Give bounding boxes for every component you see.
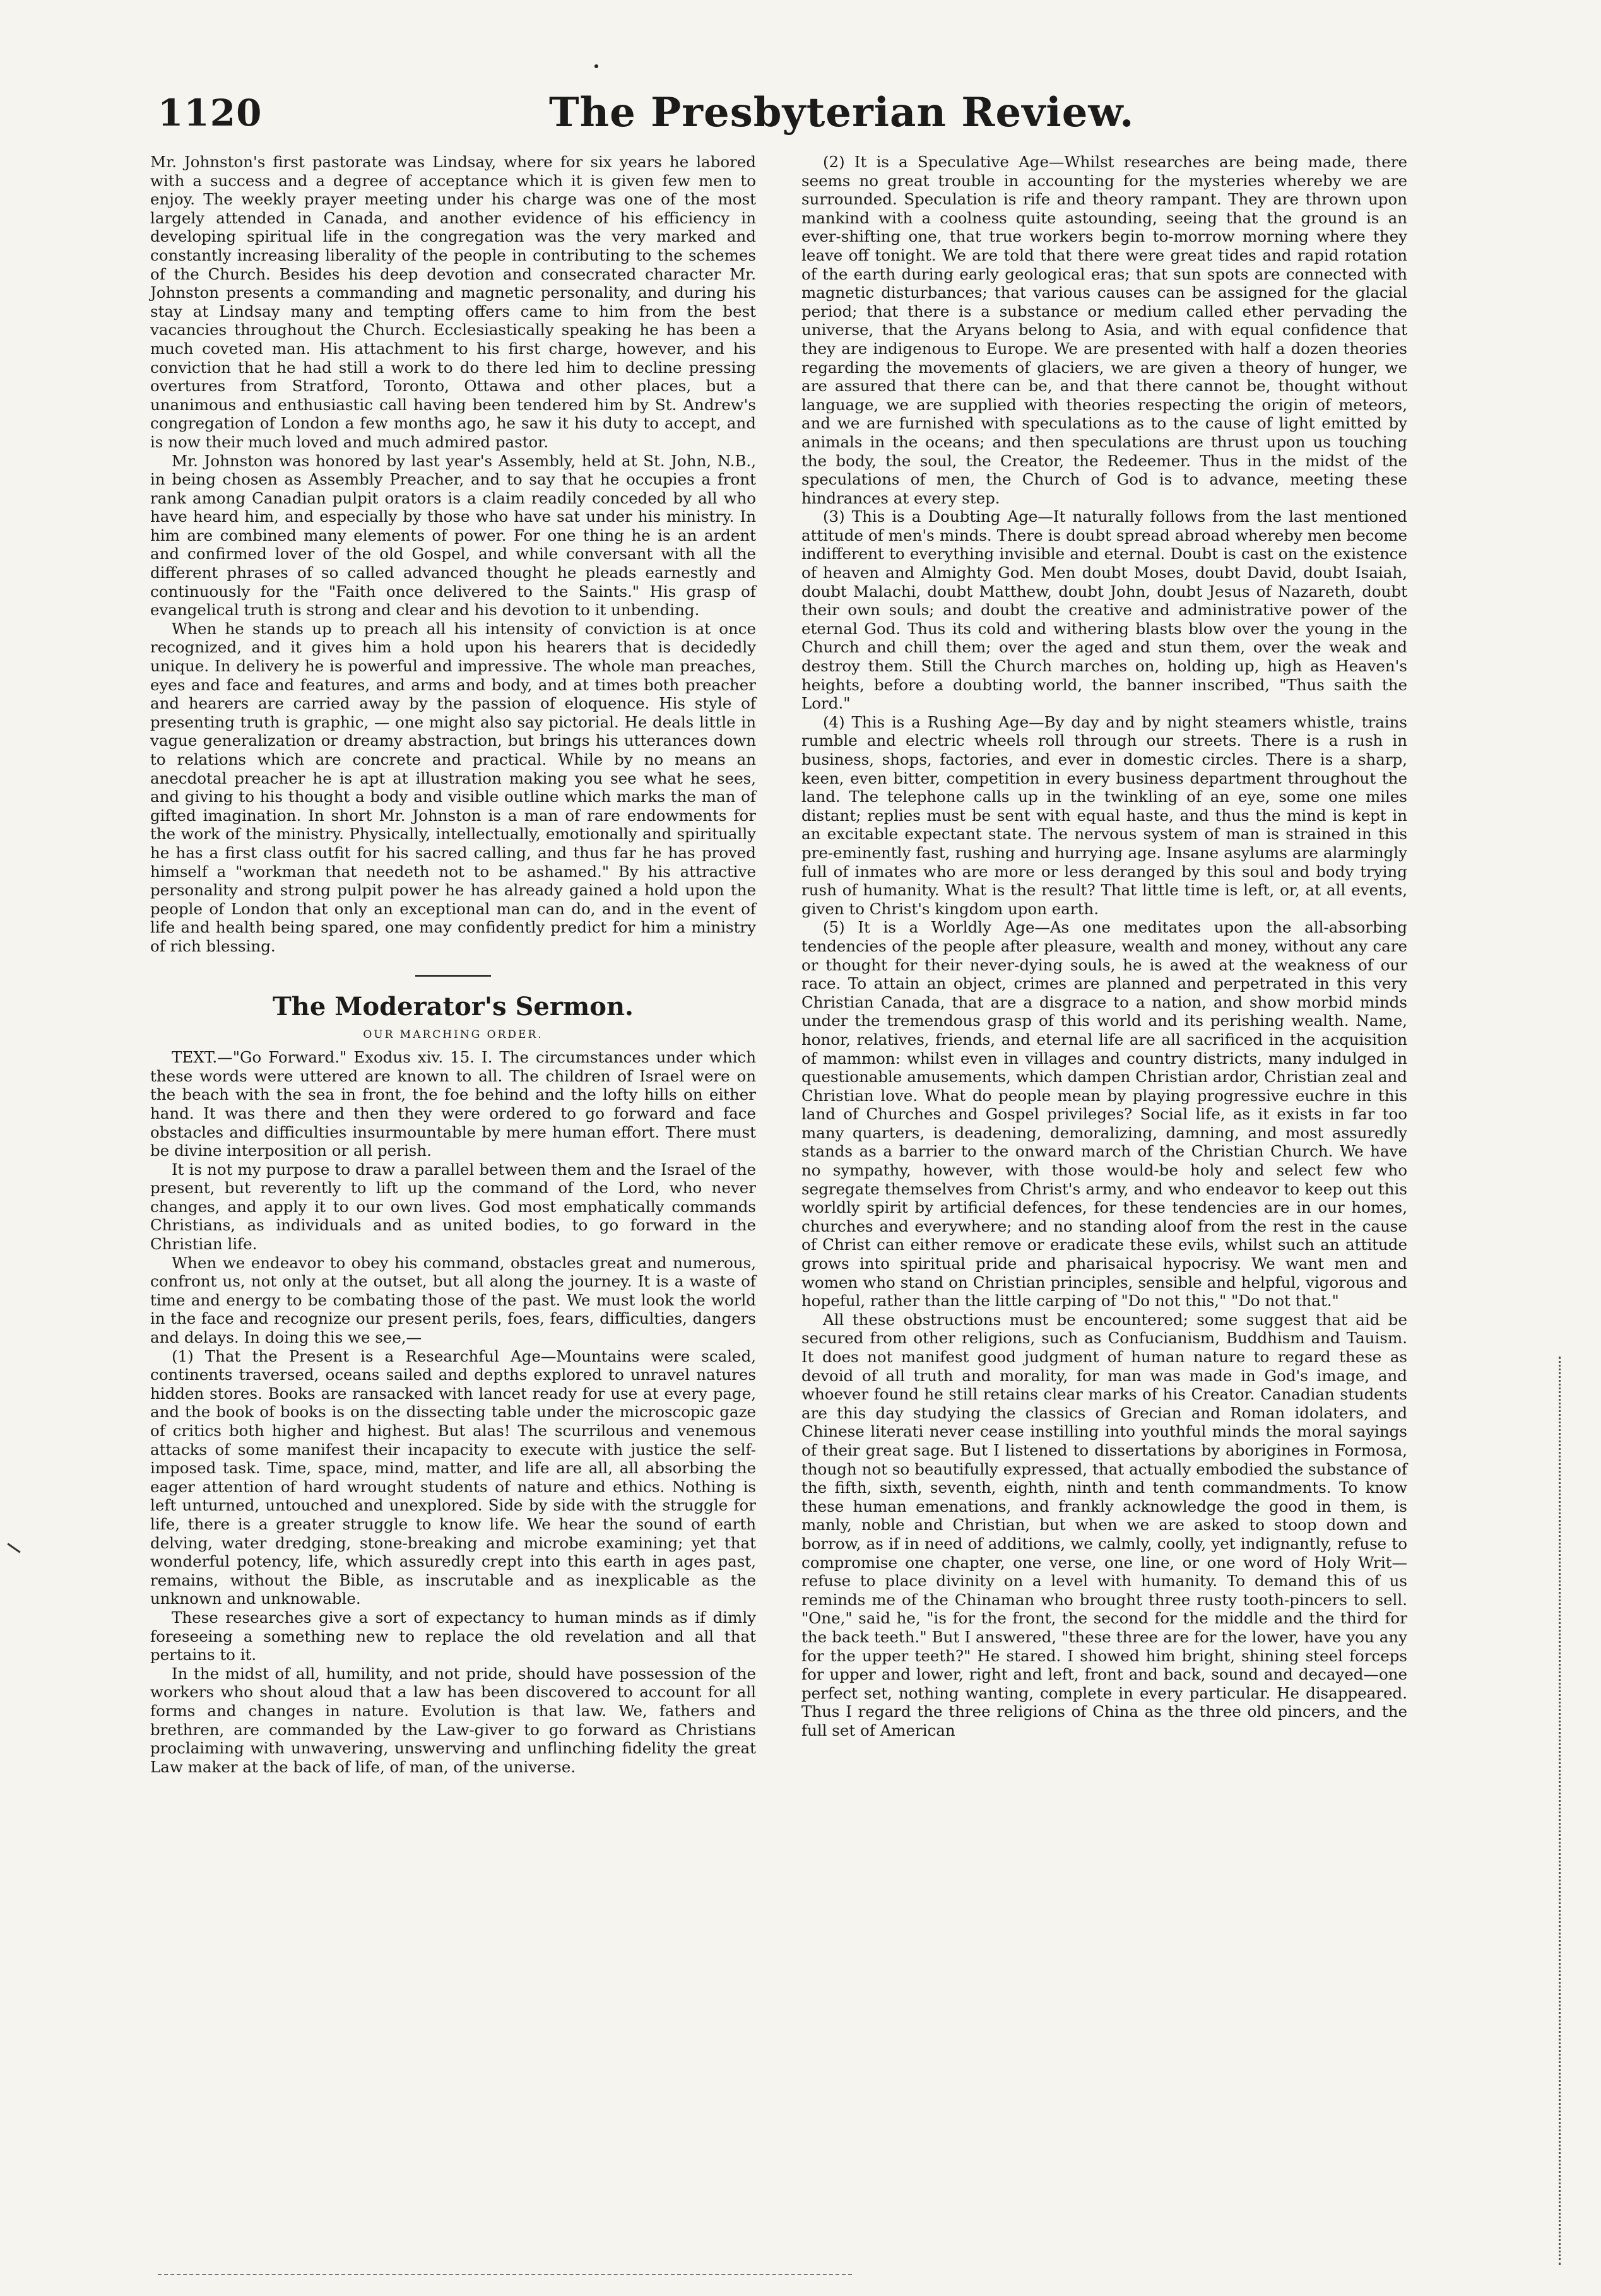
paragraph: When we endeavor to obey his command, obstacles great and numerous, confront us, not only at the outset, but all along the journey. It is a waste of time and energy to be combating those of the past. We must look the world in the face and recognize our present perils, foes, fears, difficulties, dangers and delays. In doing this we see,—	[150, 1253, 756, 1347]
paragraph: Mr. Johnston was honored by last year's Assembly, held at St. John, N.B., in being chosen as Assembly Preacher, and to say that he occupies a front rank among Canadian pulpit orators is a claim readily conceded by all who have heard him, and especially by those who have sat under his ministry. In him are combined many elements of power. For one thing he is an ardent and confirmed lover of the old Gospel, and while conversant with all the different phrases of so called advanced thought he pleads earnestly and continuously for the "Faith once delivered to the Saints." His grasp of evangelical truth is strong and clear and his devotion to it unbending.	[150, 451, 756, 620]
ink-dot	[594, 64, 598, 68]
paragraph: These researches give a sort of expectancy to human minds as if dimly foreseeing a something new to replace the old revelation and all that pertains to it.	[150, 1608, 756, 1664]
paragraph: Mr. Johnston's first pastorate was Lindsay, where for six years he labored with a success and a degree of acceptance which it is given few men to enjoy. The weekly prayer meeting under his charge was one of the most largely attended in Canada, and another evidence of his efficiency in developing spiritual life in the congregation was the very marked and constantly increasing liberality of the people in contributing to the schemes of the Church. Besides his deep devotion and consecrated character Mr. Johnston presents a commanding and magnetic personality, and during his stay at Lindsay many and tempting offers came to him from the best vacancies throughout the Church. Ecclesiastically speaking he has been a much coveted man. His attachment to his first charge, however, and his conviction that he had still a work to do there led him to decline pressing overtures from Stratford, Toronto, Ottawa and other places, but a unanimous and enthusiastic call having been tendered him by St. Andrew's congregation of London a few months ago, he saw it his duty to accept, and is now their much loved and much admired pastor.	[150, 153, 756, 451]
right-column	[801, 153, 1407, 1740]
paragraph: When he stands up to preach all his intensity of conviction is at once recognized, and it gives him a hold upon his hearers that is decidedly unique. In delivery he is powerful and impressive. The whole man preaches, eyes and face and features, and arms and body, and at times both preacher and hearers are carried away by the passion of eloquence. His style of presenting truth is graphic, — one might also say pictorial. He deals little in vague generalization or dreamy abstraction, but brings his utterances down to relations which are concrete and practical. While by no means an anecdotal preacher he is apt at illustration making you see what he sees, and giving to his thought a body and visible outline which marks the man of gifted imagination. In short Mr. Johnston is a man of rare endowments for the work of the ministry. Physically, intellectually, emotionally and spiritually he has a first class outfit for his sacred calling, and thus far he has proved himself a "workman that needeth not to be ashamed." By his attractive personality and strong pulpit power he has already gained a hold upon the people of London that only an exceptional man can do, and in the event of life and health being spared, one may confidently predict for him a ministry of rich blessing.	[150, 619, 756, 955]
bottom-scan-marks	[158, 2274, 852, 2284]
paragraph: (5) It is a Worldly Age—As one meditates upon the all-absorbing tendencies of the people after pleasure, wealth and money, without any care or thought for their never-dying souls, he is awed at the weakness of our race. To attain an object, crimes are planned and perpetrated in this very Christian Canada, that are a disgrace to a nation, and show morbid minds under the tremendous grasp of this world and its perishing wealth. Name, honor, relatives, friends, and eternal life are all sacrificed in the acquisition of mammon: whilst even in villages and country districts, many indulged in questionable amusements, which dampen Christian ardor, Christian zeal and Christian love. What do people mean by playing progressive euchre in this land of Churches and Gospel privileges? Social life, as it exists in far too many quarters, is deadening, demoralizing, damning, and most assuredly stands as a barrier to the onward march of the Christian Church. We have no sympathy, however, with those would-be holy and select few who segregate themselves from Christ's army, and who endeavor to keep out this worldly spirit by artificial defences, for these tendencies are in our homes, churches and everywhere; and no standing aloof from the rest in the cause of Christ can either remove or eradicate these evils, whilst such an attitude grows into spiritual pride and pharisaical hypocrisy. We want men and women who stand on Christian principles, sensible and helpful, vigorous and hopeful, rather than the little carping of "Do not this," "Do not that."	[801, 918, 1407, 1310]
paragraph: (4) This is a Rushing Age—By day and by night steamers whistle, trains rumble and electric wheels roll through our streets. There is a rush in business, shops, factories, and ever in domestic circles. There is a sharp, keen, even bitter, competition in every business department throughout the land. The telephone calls up in the twinkling of an eye, some one miles distant; replies must be sent with equal haste, and thus the mind is kept in an excitable expectant state. The nervous system of man is strained in this pre-eminently fast, rushing and hurrying age. Insane asylums are alarmingly full of inmates who are more or less deranged by this soul and body trying rush of humanity. What is the result? That little time is left, or, at all events, given to Christ's kingdom upon earth.	[801, 712, 1407, 918]
paragraph: In the midst of all, humility, and not pride, should have possession of the workers who shout aloud that a law has been discovered to account for all forms and changes in nature. Evolution is that law. We, fathers and brethren, are commanded by the Law-giver to go forward as Christians proclaiming with unwavering, unswerving and unflinching fidelity the great Law maker at the back of life, of man, of the universe.	[150, 1664, 756, 1776]
section-title: The Moderator's Sermon.	[273, 991, 634, 1021]
paragraph: It is not my purpose to draw a parallel between them and the Israel of the present, but reverently to lift up the command of the Lord, who never changes, and apply it to our own lives. God most emphatically commands Christians, as individuals and as united bodies, to go forward in the Christian life.	[150, 1160, 756, 1254]
paragraph: All these obstructions must be encountered; some suggest that aid be secured from other religions, such as Confucianism, Buddhism and Tauism. It does not manifest good judgment of human nature to regard these as devoid of all truth and morality, for man was made in God's image, and whoever found he still retains clear marks of his Creator. Canadian students are this day studying the classics of Grecian and Roman idolaters, and Chinese literati never cease instilling into youthful minds the moral sayings of their great sage. But I listened to dissertations by aborigines in Formosa, though not so beautifully expressed, that actually embodied the substance of the fifth, sixth, seventh, eighth, ninth and tenth commandments. To know these human emenations, and frankly acknowledge the good in them, is manly, noble and Christian, but when we are asked to stoop down and borrow, as if in need of additions, we calmly, coolly, yet indignantly, refuse to compromise one chapter, one verse, one line, or one word of Holy Writ—refuse to place divinity on a level with humanity. To demand this of us reminds me of the Chinaman who brought three rusty tooth-pincers to sell. "One," said he, "is for the front, the second for the middle and the third for the back teeth." But I answered, "these three are for the lower, have you any for the upper teeth?" He stared. I showed him bright, shining steel forceps for upper and lower, right and left, front and back, sound and decayed—one perfect set, nothing wanting, complete in every particular. He disappeared. Thus I regard the three religions of China as the three old pincers, and the full set of American	[801, 1310, 1407, 1740]
stray-mark	[7, 1543, 20, 1553]
journal-title: The Presbyterian Review.	[549, 89, 1135, 136]
page-number: 1120	[158, 91, 263, 134]
page-edge-mark	[1559, 1357, 1571, 2265]
paragraph: TEXT.—"Go Forward." Exodus xiv. 15. I. The circumstances under which these words were uttered are known to all. The children of Israel were on the beach with the sea in front, the foe behind and the lofty hills on either hand. It was there and then they were ordered to go forward and face obstacles and difficulties insurmountable by mere human effort. There must be divine interposition or all perish.	[150, 1048, 756, 1160]
paragraph: (3) This is a Doubting Age—It naturally follows from the last mentioned attitude of men's minds. There is doubt spread abroad whereby men become indifferent to everything invisible and eternal. Doubt is cast on the existence of heaven and Almighty God. Men doubt Moses, doubt David, doubt Isaiah, doubt Malachi, doubt Matthew, doubt John, doubt Jesus of Nazareth, doubt their own souls; and doubt the creative and administrative power of the eternal God. Thus its cold and withering blasts blow over the young in the Church and chill them; over the aged and stun them, over the weak and destroy them. Still the Church marches on, holding up, high as Heaven's heights, before a doubting world, the banner inscribed, "Thus saith the Lord."	[801, 507, 1407, 713]
page-header	[158, 91, 1420, 148]
paragraph: (2) It is a Speculative Age—Whilst researches are being made, there seems no great trouble in accounting for the mysteries whereby we are surrounded. Speculation is rife and theory rampant. They are thrown upon mankind with a coolness quite astounding, seeing that the ground is an ever-shifting one, that true workers begin to-morrow morning where they leave off tonight. We are told that there were great tides and rapid rotation of the earth during early geological eras; that sun spots are connected with magnetic disturbances; that various causes can be assigned for the glacial period; that there is a substance or medium called ether pervading the universe, that the Aryans belong to Asia, and with equal confidence that they are indigenous to Europe. We are presented with half a dozen theories regarding the movements of glaciers, we are given a theory of hunger, we are assured that there can be, and that there cannot be, thought without language, we are supplied with theories respecting the origin of meteors, and we are furnished with speculations as to the cause of light emitted by animals in the oceans; and then speculations are thrust upon us touching the body, the soul, the Creator, the Redeemer. Thus in the midst of the speculations of men, the Church of God is to advance, meeting these hindrances at every step.	[801, 153, 1407, 507]
section-subtitle: OUR MARCHING ORDER.	[363, 1028, 543, 1041]
section-divider	[415, 975, 491, 977]
paragraph: (1) That the Present is a Researchful Age—Mountains were scaled, continents traversed, oceans sailed and depths explored to unravel natures hidden stores. Books are ransacked with lancet ready for use at every page, and the book of books is on the dissecting table under the microscopic gaze of critics both higher and highest. But alas! The scurrilous and venemous attacks of some manifest their incapacity to execute with justice the self-imposed task. Time, space, mind, matter, and life are all, all absorbing the eager attention of hard wrought students of nature and ethics. Nothing is left unturned, untouched and unexplored. Side by side with the struggle for life, there is a greater struggle to know life. We hear the sound of earth delving, water dredging, stone-breaking and microbe examining; yet that wonderful potency, life, which assuredly crept into this earth in ages past, remains, without the Bible, as inscrutable and as inexplicable as the unknown and unknowable.	[150, 1346, 756, 1608]
left-column	[150, 153, 756, 1776]
